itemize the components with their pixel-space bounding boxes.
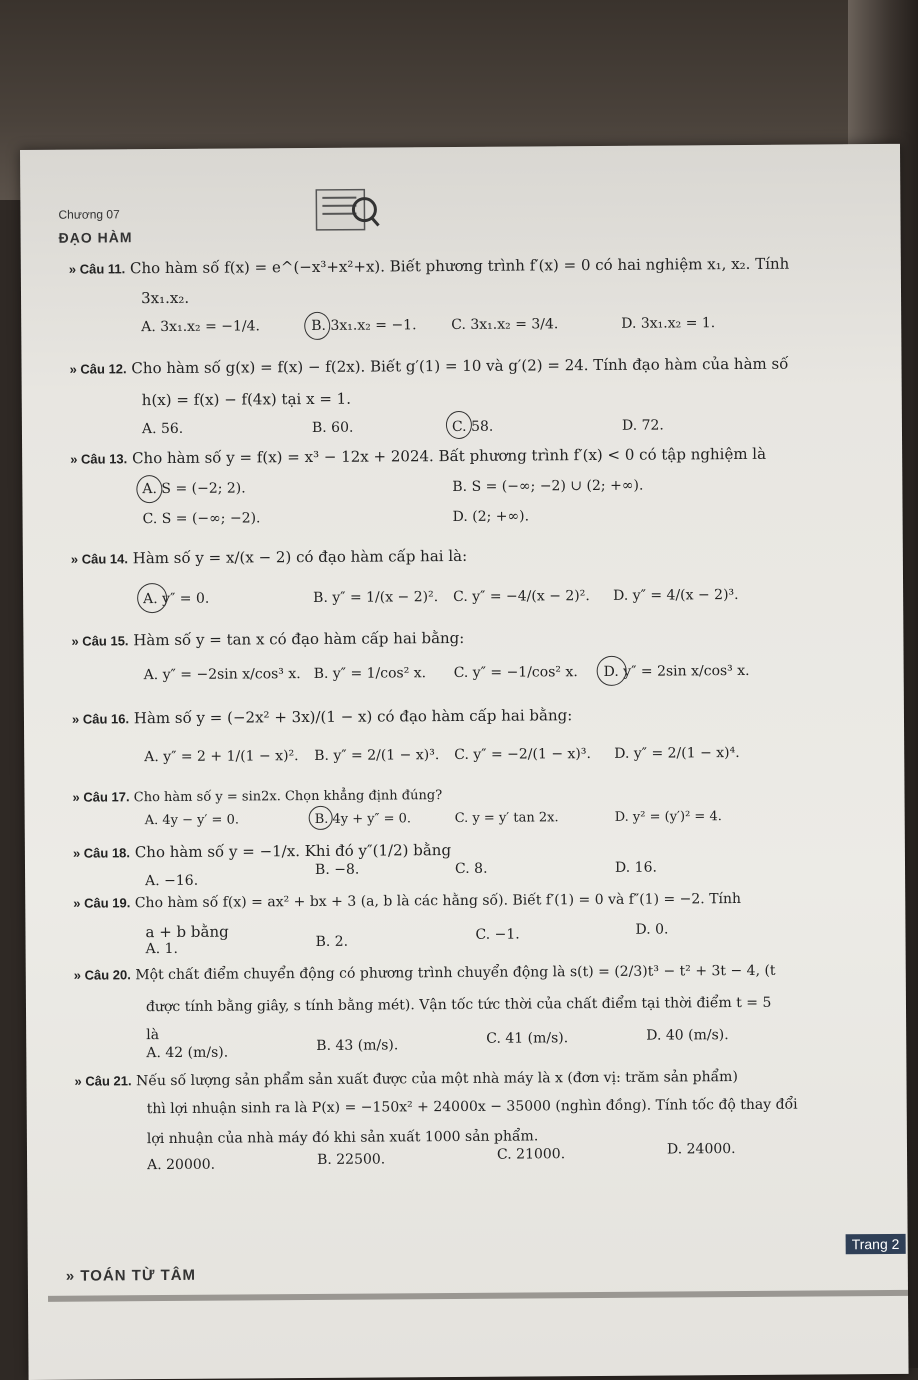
question-line: Cho hàm số f(x) = ax² + bx + 3 (a, b là các hằng số). Biết f′(1) = 0 và f″(1) = −2. Tính <box>135 891 741 911</box>
question-label: » Câu 18. <box>73 845 130 860</box>
question-17-text <box>72 787 442 806</box>
question-20-text <box>74 963 776 984</box>
question-line: được tính bằng giây, s tính bằng mét). Vận tốc tức thời của chất điểm tại thời điểm t = 5 <box>146 995 772 1015</box>
answer-circle <box>597 656 627 686</box>
question-13-text <box>70 445 766 468</box>
question-line: Nếu số lượng sản phẩm sản xuất được của một nhà máy là x (đơn vị: trăm sản phẩm) <box>136 1069 738 1089</box>
chapter-label: Chương 07 <box>58 207 119 221</box>
footer-divider <box>48 1290 908 1302</box>
question-16-text <box>72 706 572 727</box>
option-d: D. y″ = 2sin x/cos³ x. <box>604 663 750 680</box>
option-a: A. y″ = 2 + 1/(1 − x)². <box>144 748 298 765</box>
option-d: D. 0. <box>635 921 668 937</box>
question-15-text <box>71 629 464 650</box>
option-d: D. y² = (y′)² = 4. <box>615 809 722 825</box>
answer-circle <box>136 475 162 503</box>
question-label: » Câu 12. <box>69 361 126 376</box>
question-label: » Câu 15. <box>71 633 128 648</box>
answer-circle <box>309 806 333 830</box>
option-c: C. 41 (m/s). <box>486 1030 568 1047</box>
option-c: C. 8. <box>455 861 488 877</box>
question-line: h(x) = f(x) − f(4x) tại x = 1. <box>142 390 351 409</box>
question-line: Cho hàm số y = f(x) = x³ − 12x + 2024. Bất phương trình f′(x) < 0 có tập nghiệm là <box>132 445 766 467</box>
question-line: Hàm số y = tan x có đạo hàm cấp hai bằng: <box>133 629 464 649</box>
book-logo-icon <box>312 187 382 231</box>
option-a: A. S = (−2; 2). <box>142 480 245 497</box>
question-line: a + b bằng <box>145 923 228 942</box>
option-a: A. 42 (m/s). <box>146 1045 228 1062</box>
option-b: B. y″ = 1/(x − 2)². <box>313 589 438 606</box>
question-line: thì lợi nhuận sinh ra là P(x) = −150x² + 24000x − 35000 (nghìn đồng). Tính tốc độ thay đổi <box>147 1097 798 1118</box>
option-a: A. 1. <box>146 941 178 957</box>
option-a: A. 3x₁.x₂ = −1/4. <box>141 318 260 335</box>
question-label: » Câu 20. <box>74 967 131 982</box>
question-line: Cho hàm số y = sin2x. Chọn khẳng định đúng? <box>134 788 442 805</box>
option-b: B. 4y + y″ = 0. <box>315 811 411 827</box>
option-c: C. S = (−∞; −2). <box>143 510 261 527</box>
question-12-text <box>69 355 788 378</box>
option-d: D. 3x₁.x₂ = 1. <box>621 315 715 332</box>
chapter-title: ĐẠO HÀM <box>59 229 133 246</box>
option-b: B. 3x₁.x₂ = −1. <box>311 317 416 334</box>
option-d: D. y″ = 2/(1 − x)⁴. <box>614 745 740 762</box>
worksheet-page <box>20 144 909 1380</box>
question-label: » Câu 13. <box>70 451 127 466</box>
option-b: B. y″ = 1/cos² x. <box>314 665 427 682</box>
question-label: » Câu 19. <box>73 895 130 910</box>
option-a: A. 56. <box>142 421 183 437</box>
option-c: C. 58. <box>452 419 494 435</box>
option-a: A. y″ = −2sin x/cos³ x. <box>144 666 301 683</box>
question-label: » Câu 14. <box>71 551 128 566</box>
question-line: Cho hàm số g(x) = f(x) − f(2x). Biết g′(1) = 10 và g′(2) = 24. Tính đạo hàm của hàm số <box>131 355 788 378</box>
option-b: B. 43 (m/s). <box>316 1037 398 1054</box>
option-b: B. S = (−∞; −2) ∪ (2; +∞). <box>452 478 643 495</box>
question-label: » Câu 17. <box>72 789 129 804</box>
option-c: C. −1. <box>475 927 519 943</box>
option-d: D. 72. <box>622 418 664 434</box>
question-line: lợi nhuận của nhà máy đó khi sản xuất 1000 sản phẩm. <box>147 1128 538 1147</box>
option-c: C. y″ = −2/(1 − x)³. <box>454 746 591 763</box>
question-label: » Câu 21. <box>74 1073 131 1088</box>
question-line: Hàm số y = (−2x² + 3x)/(1 − x) có đạo hàm cấp hai bằng: <box>134 706 573 727</box>
question-line: Cho hàm số y = −1/x. Khi đó y″(1/2) bằng <box>135 841 451 861</box>
question-line: 3x₁.x₂. <box>141 289 189 307</box>
option-c: C. y″ = −1/cos² x. <box>454 664 578 681</box>
option-c: C. y″ = −4/(x − 2)². <box>453 588 590 605</box>
question-line: là <box>146 1027 159 1043</box>
option-c: C. 21000. <box>497 1146 565 1162</box>
question-line: Cho hàm số f(x) = e^(−x³+x²+x). Biết phương trình f′(x) = 0 có hai nghiệm x₁, x₂. Tính <box>130 255 789 278</box>
option-b: B. 2. <box>315 934 348 950</box>
option-d: D. 16. <box>615 860 657 876</box>
question-11-text <box>69 255 790 278</box>
question-19-text <box>73 891 741 912</box>
option-a: A. −16. <box>145 873 198 889</box>
option-b: B. 60. <box>312 420 354 436</box>
option-a: A. 20000. <box>147 1157 215 1173</box>
question-line: Một chất điểm chuyển động có phương trình chuyển động là s(t) = (2/3)t³ − t² + 3t − 4, (t <box>135 963 775 983</box>
question-21-text <box>74 1069 738 1090</box>
option-d: D. 24000. <box>667 1141 736 1157</box>
option-c: C. 3x₁.x₂ = 3/4. <box>451 316 558 333</box>
answer-circle <box>446 411 472 439</box>
option-a: A. 4y − y′ = 0. <box>145 812 239 828</box>
question-line: Hàm số y = x/(x − 2) có đạo hàm cấp hai là: <box>133 547 468 567</box>
answer-circle <box>137 583 167 613</box>
option-d: D. 40 (m/s). <box>646 1027 729 1044</box>
option-c: C. y = y′ tan 2x. <box>455 810 559 826</box>
option-b: B. y″ = 2/(1 − x)³. <box>314 747 439 764</box>
question-label: » Câu 11. <box>69 261 125 276</box>
page-number: Trang 2 <box>846 1234 906 1254</box>
option-b: B. −8. <box>315 862 359 878</box>
question-label: » Câu 16. <box>72 711 129 726</box>
answer-circle <box>304 312 330 340</box>
question-14-text <box>71 547 467 568</box>
option-d: D. y″ = 4/(x − 2)³. <box>613 587 739 604</box>
option-a: A. y″ = 0. <box>143 591 209 607</box>
option-b: B. 22500. <box>317 1151 385 1167</box>
question-18-text <box>73 841 451 862</box>
option-d: D. (2; +∞). <box>453 508 530 525</box>
brand-footer: » TOÁN TỪ TÂM <box>66 1267 196 1285</box>
